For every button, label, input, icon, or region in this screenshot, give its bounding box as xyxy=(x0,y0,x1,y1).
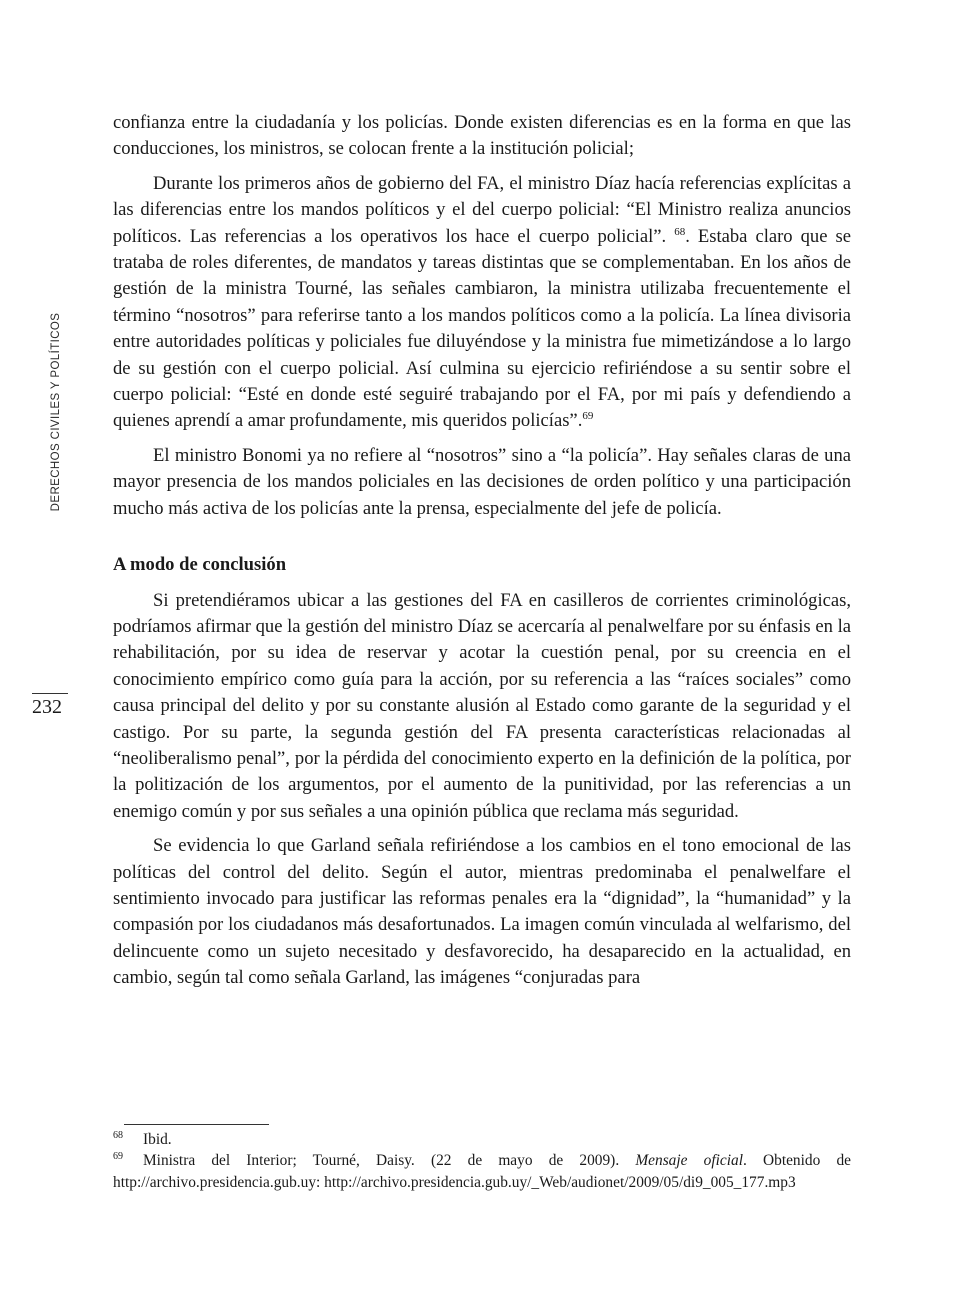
footnote-ref-68[interactable]: 68 xyxy=(674,225,686,238)
footnotes xyxy=(113,1129,851,1193)
footnote-text-69-post[interactable]: . Obtenido de http://archivo.presidencia.gub.uy: http://archivo.presidencia.gub.uy/_Web/audionet/2009/05/di9_005_177.mp3 xyxy=(113,1152,851,1191)
footnote-separator xyxy=(124,1124,269,1125)
paragraph-3: El ministro Bonomi ya no refiere al “nosotros” sino a “la policía”. Hay señales claras de una mayor presencia de los mandos policiales en las decisiones de orden político y una participación mucho más activa de los policías ante la prensa, especialmente del jefe de policía. xyxy=(113,444,851,519)
footnote-68: 68 Ibid. xyxy=(113,1129,172,1148)
footnote-text-68: Ibid. xyxy=(143,1131,172,1148)
paragraph-4: Si pretendiéramos ubicar a las gestiones del FA en casilleros de corrientes criminológicas, podríamos afirmar que la gestión del ministro Díaz se acercaría al penalwelfare por su énfasis en la rehabilitación, por su idea de reservar y acotar la cuestión penal, por su creencia en el conocimiento empírico como guía para la acción, por su referencia a las “raíces sociales” como causa principal del delito y por su constante alusión al Estado como garante de la seguridad y el castigo. Por su parte, la segunda gestión del FA presenta características relacionadas al “neoliberalismo penal”, por la pérdida del conocimiento experto en la definición de la política, por la politización de los argumentos, por el aumento de la punitividad, por las referencias a un enemigo común y por sus señales a una opinión pública que reclama más seguridad. xyxy=(113,589,851,822)
running-header-vertical: DERECHOS CIVILES Y POLÍTICOS xyxy=(50,312,62,512)
paragraph-2-text: Durante los primeros años de gobierno del FA, el ministro Díaz hacía referencias explícitas a las diferencias entre los mandos políticos y el del cuerpo policial: “El Ministro realiza anuncios políticos. Las referencias a los operativos los hace el cuerpo policial”. xyxy=(113,172,851,247)
footnote-69: 69 Ministra del Interior; Tourné, Daisy. (22 de mayo de 2009). Mensaje oficial. Obtenido de http://archivo.presidencia.gub.uy: http://archivo.presidencia.gub.uy/_Web/audionet/2009/05/di9_005_177.mp3 xyxy=(113,1151,851,1191)
footnote-text-69-pre: Ministra del Interior; Tourné, Daisy. (22 de mayo de 2009). xyxy=(143,1152,636,1170)
paragraph-2 xyxy=(113,171,851,435)
main-text xyxy=(113,110,851,1000)
paragraph-2-rest: . Estaba claro que se trataba de roles diferentes, de mandatos y tareas distintas que se complementaban. En los años de gestión de la ministra Tourné, las señales cambiaron, la ministra utilizaba frecuentemente el término “nosotros” para referirse tanto a los mandos políticos como a la policía. La línea divisoria entre autoridades políticas y policiales fue diluyéndose y la ministra fue mimetizándose a lo largo de su gestión con el cuerpo policial. Así culmina su ejercicio refiriéndose a su sentir sobre el cuerpo policial: “Esté en donde esté seguiré trabajando por el FA, por mi país y defendiendo a quienes aprendí a amar profundamente, mis queridos policías”. xyxy=(113,225,851,432)
page-number: 232 xyxy=(32,696,62,718)
paragraph-1: confianza entre la ciudadanía y los policías. Donde existen diferencias es en la forma en que las conducciones, los ministros, se colocan frente a la institución policial; xyxy=(113,112,851,160)
footnote-title-69: Mensaje oficial xyxy=(635,1152,743,1170)
section-heading: A modo de conclusión xyxy=(113,554,287,576)
paragraph-5: Se evidencia lo que Garland señala refiriéndose a los cambios en el tono emocional de las políticas del control del delito. Según el autor, mientras predominaba el penalwelfare el sentimiento invocado para justificar las reformas penales era la “dignidad”, la “humanidad” y la compasión por los ciudadanos más desafortunados. La imagen común vinculada al welfarismo, del delincuente como un sujeto necesitado y desfavorecido, ha desaparecido en la actualidad, en cambio, según tal como señala Garland, las imágenes “conjuradas para xyxy=(113,835,851,989)
page-number-rule xyxy=(32,693,68,694)
footnote-ref-69[interactable]: 69 xyxy=(582,410,594,423)
